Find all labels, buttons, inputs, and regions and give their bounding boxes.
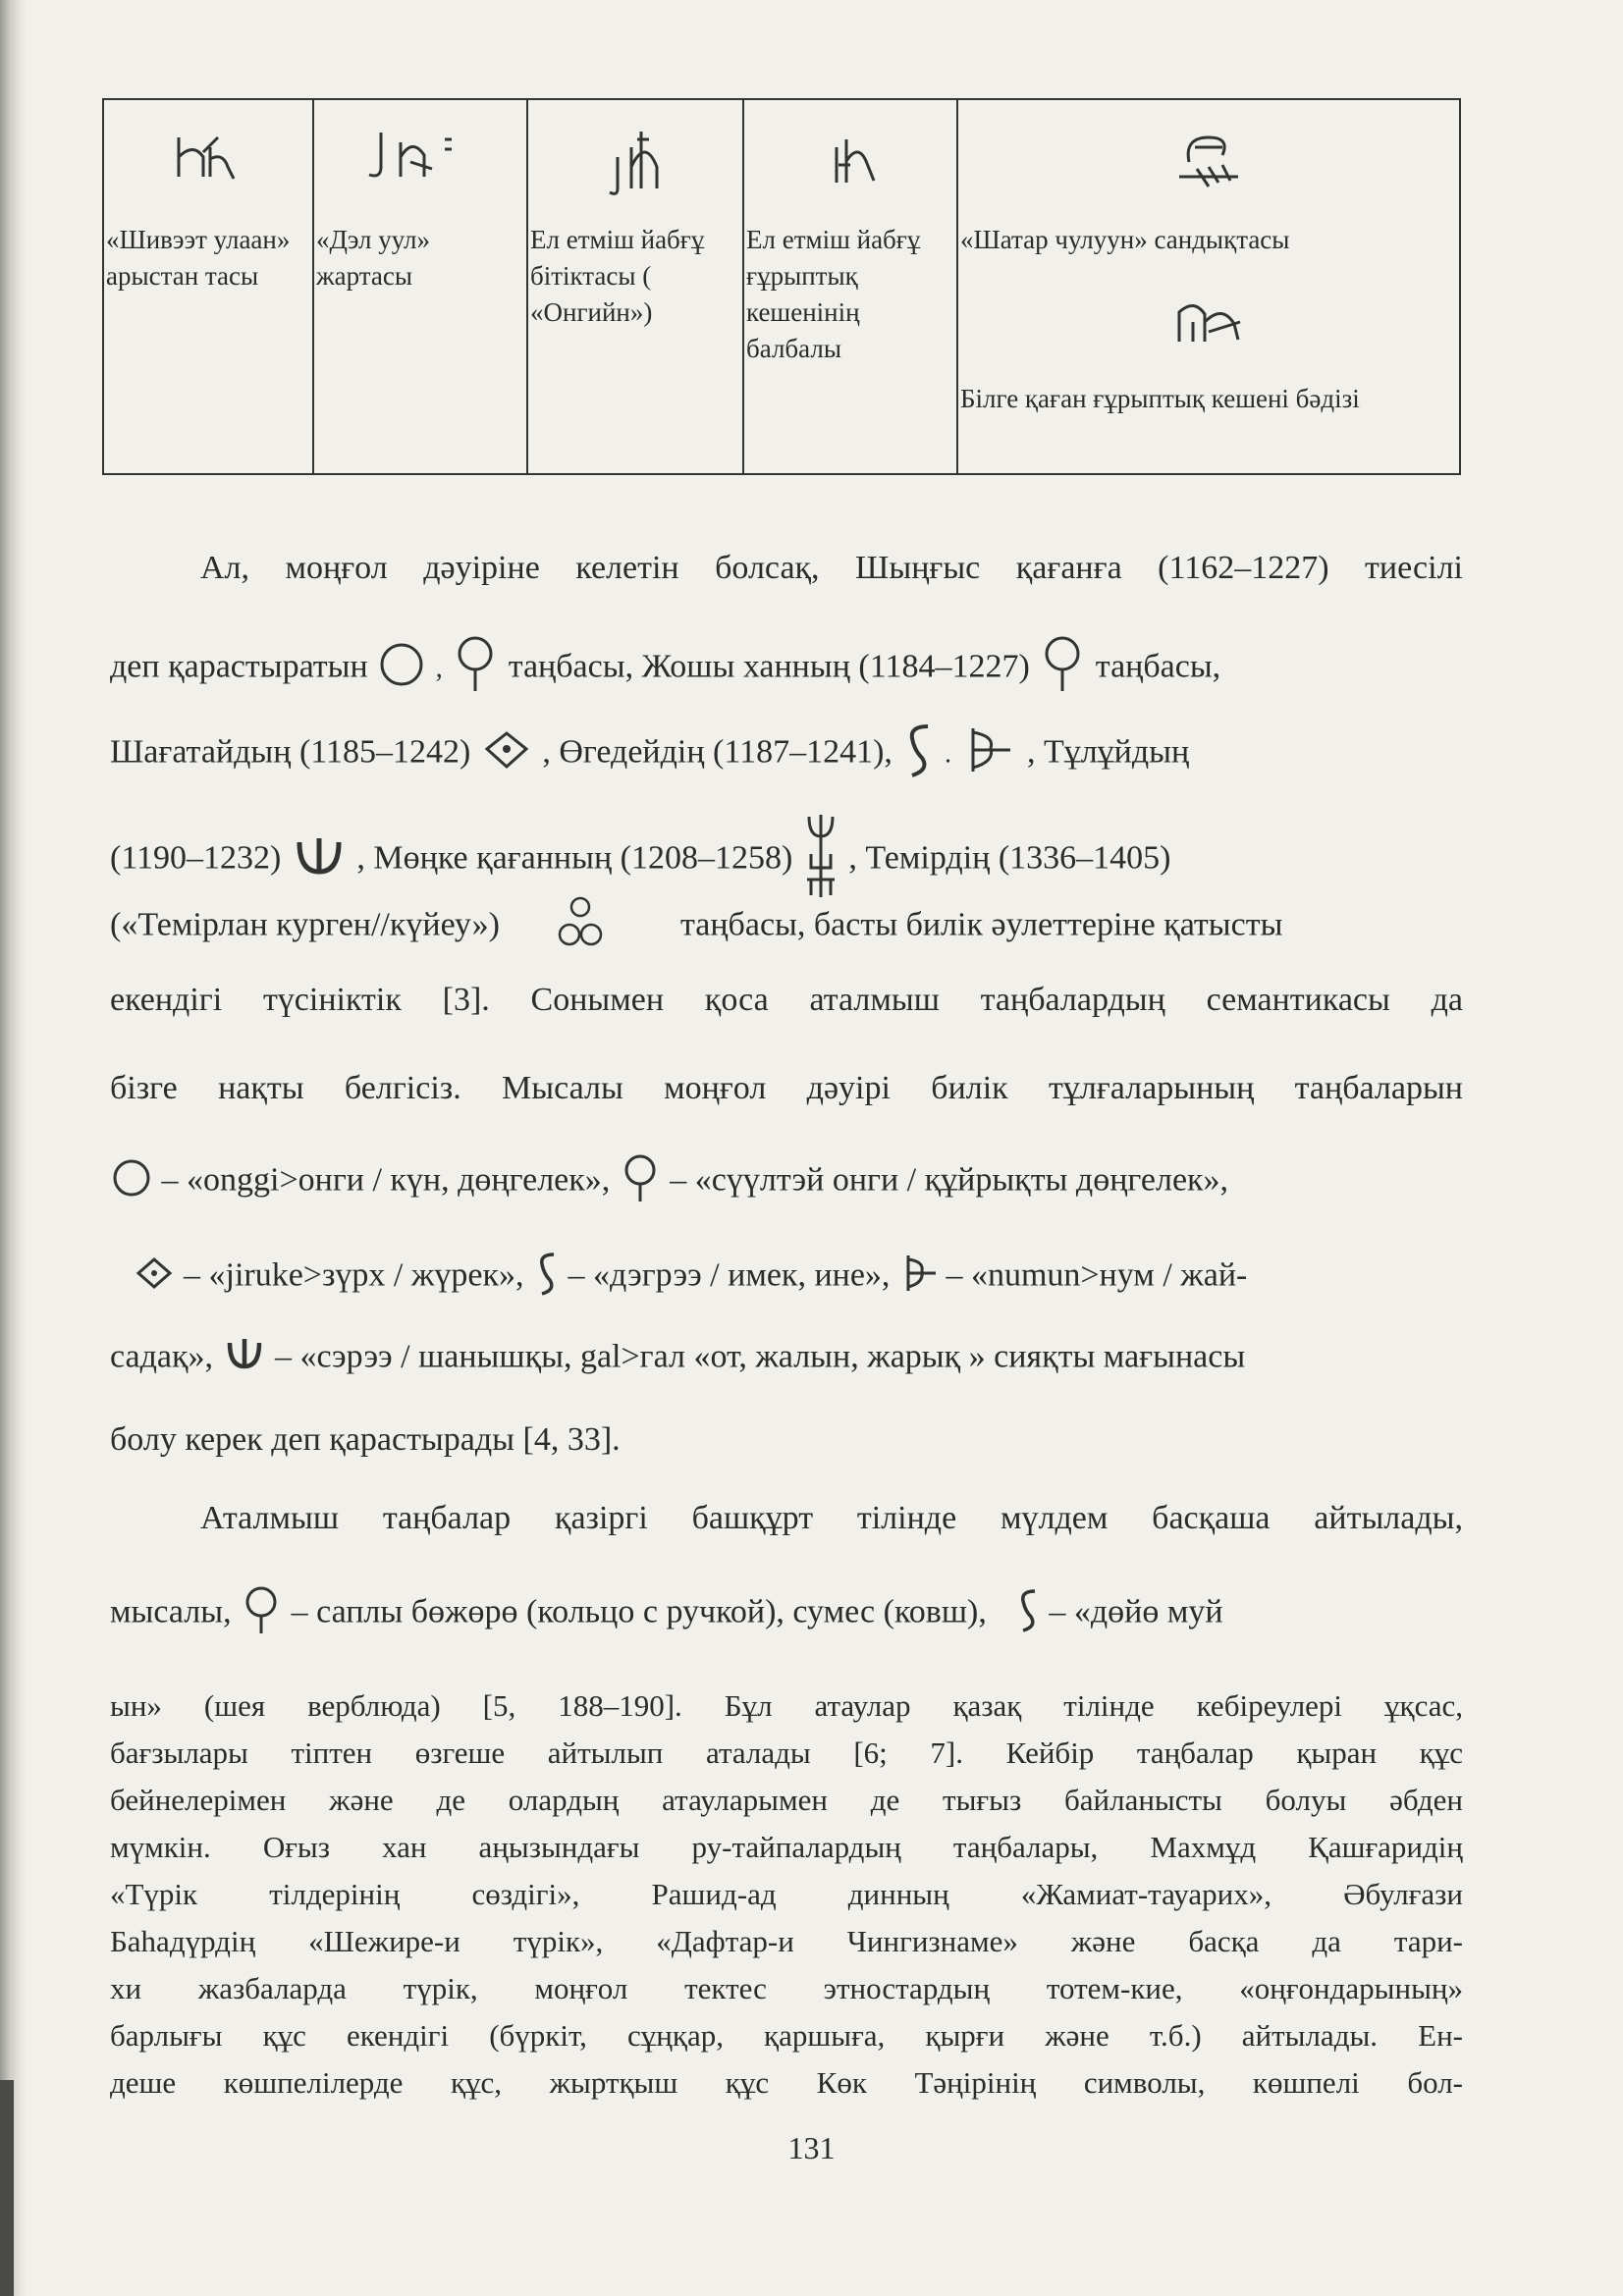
text-line: болу керек деп қарастырады [4, 33]. bbox=[110, 1421, 621, 1458]
bilge-qagan-tamga-icon bbox=[958, 293, 1459, 361]
text-line: деп қарастыратын , таңбасы, Жошы ханның (1184–1227) таңбасы, bbox=[110, 634, 1463, 704]
text-line: екендігі түсініктік [3]. Сонымен қоса аталмыш таңбалардың семантикасы да bbox=[110, 982, 1463, 1018]
text-span: таңбасы, Жошы ханның (1184–1227) bbox=[508, 648, 1030, 685]
table-cell bbox=[743, 99, 957, 474]
circle-with-stem-tamga-icon bbox=[451, 634, 500, 704]
text-span: – «дэгрээ / имек, ине», bbox=[568, 1256, 891, 1294]
hook-tamga-icon bbox=[532, 1249, 560, 1307]
text-line: Шағатайдың (1185–1242) , Өгедейдің (1187–1241), . , Тұлұйдың bbox=[110, 719, 1463, 790]
text-span: , Тұлұйдың bbox=[1026, 733, 1190, 771]
text-span: Шағатайдың (1185–1242) bbox=[110, 733, 471, 771]
text-line: Аталмыш таңбалар қазіргі башқұрт тілінде мүлдем басқаша айтылады, bbox=[200, 1500, 1463, 1536]
text-span: («Темірлан курген//күйеу») bbox=[110, 906, 500, 943]
circle-with-stem-tamga-icon bbox=[1038, 634, 1087, 704]
text-span: мысалы, bbox=[110, 1593, 232, 1630]
circle-tamga-icon bbox=[110, 1156, 153, 1208]
table-cell bbox=[527, 99, 743, 474]
table-row bbox=[103, 99, 1460, 474]
hook-tamga-icon bbox=[900, 719, 936, 790]
text-span: (1190–1232) bbox=[110, 839, 282, 877]
inscription-tamga-icon bbox=[528, 118, 742, 216]
table-cell-text: Ел етміш йабғұ ғұрыптық кешенінің балбалы bbox=[746, 225, 921, 363]
text-line bbox=[110, 1152, 1463, 1212]
balbal-tamga-icon bbox=[744, 118, 956, 216]
text-span: таңбасы, басты билік әулеттеріне қатысты bbox=[680, 906, 1283, 943]
text-line: бағзылары тіптен өзгеше айтылып аталады [6; 7]. Кейбір таңбалар қыран құс bbox=[110, 1735, 1463, 1770]
text-span: садақ», bbox=[110, 1338, 214, 1375]
text-line: бізге нақты белгісіз. Мысалы моңғол дәуірі билік тұлғаларының таңбаларын bbox=[110, 1070, 1463, 1106]
circle-with-stem-tamga-icon bbox=[619, 1152, 662, 1212]
text-span: – «сэрээ / шанышқы, gal>гал «от, жалын, жарық » сияқты мағынасы bbox=[275, 1338, 1246, 1375]
table-cell-text: Білге қаған ғұрыптық кешені бәдізі bbox=[960, 384, 1360, 413]
text-line: Баһадүрдің «Шежире-и түрік», «Дафтар-и Чингизнаме» және басқа да тари- bbox=[110, 1924, 1463, 1958]
heart-tamga-icon bbox=[479, 727, 534, 781]
text-line: «Түрік тілдерінің сөздігі», Рашид-ад динның «Жамиат-тауарих», Әбулғази bbox=[110, 1877, 1463, 1911]
text-span: – «сүүлтэй онги / құйрықты дөңгелек», bbox=[670, 1161, 1229, 1199]
text-line: деше көшпелілерде құс, жыртқыш құс Көк Тәңірінің символы, көшпелі бол- bbox=[110, 2065, 1463, 2100]
bow-arrow-tamga-icon bbox=[898, 1252, 938, 1304]
table-cell bbox=[103, 99, 313, 474]
three-circles-tamga-icon bbox=[556, 895, 605, 959]
circle-tamga-icon bbox=[376, 639, 427, 699]
table-cell-text: Ел етміш йабғұ бітіктасы ( «Онгийн») bbox=[530, 225, 705, 327]
text-span: деп қарастыратын bbox=[110, 648, 368, 685]
text-line: мүмкін. Оғыз хан аңызындағы ру-тайпалардың таңбалары, Махмұд Қашғаридің bbox=[110, 1830, 1463, 1864]
text-span: , Темірдің (1336–1405) bbox=[848, 839, 1171, 877]
text-line bbox=[110, 1584, 1463, 1644]
tamga-table bbox=[102, 98, 1461, 475]
text-line: хи жазбаларда түрік, моңғол тектес этностардың тотем-кие, «оңғондарының» bbox=[110, 1971, 1463, 2005]
text-line: ын» (шея верблюда) [5, 188–190]. Бұл атаулар қазақ тілінде кебіреулері ұқсас, bbox=[110, 1688, 1463, 1723]
heart-tamga-icon bbox=[133, 1254, 176, 1302]
chest-stone-tamga-icon bbox=[958, 118, 1459, 216]
text-span: – «numun>нум / жай- bbox=[946, 1256, 1248, 1294]
text-line bbox=[110, 1249, 1463, 1307]
trident-tamga-icon bbox=[290, 832, 349, 888]
scan-edge-shadow bbox=[0, 0, 26, 2296]
trident-tamga-icon bbox=[222, 1335, 267, 1383]
table-cell-text: «Шатар чулуун» сандықтасы bbox=[960, 225, 1290, 254]
table-cell-text: «Дэл уул» жартасы bbox=[316, 225, 431, 291]
text-span: таңбасы, bbox=[1095, 648, 1221, 685]
page-number: 131 bbox=[787, 2130, 836, 2165]
text-line bbox=[110, 1335, 1463, 1383]
text-line bbox=[110, 895, 1463, 959]
text-line: барлығы құс екендігі (бүркіт, сұңқар, қаршыға, қырғи және т.б.) айтылады. Ен- bbox=[110, 2018, 1463, 2053]
lion-stone-tamga-icon bbox=[104, 118, 312, 216]
bow-arrow-tamga-icon bbox=[959, 722, 1018, 786]
table-cell-text: «Шивээт улаан» арыстан тасы bbox=[106, 225, 291, 291]
rock-tamga-icon bbox=[314, 118, 526, 216]
text-line: бейнелерімен және де олардың атауларымен де тығыз байланысты болуы әбден bbox=[110, 1783, 1463, 1817]
text-span: – «jiruke>зүрх / жүрек», bbox=[184, 1256, 524, 1294]
text-span: – «дөйө муй bbox=[1049, 1593, 1223, 1630]
table-cell bbox=[313, 99, 527, 474]
text-span: – «onggi>онги / күн, дөңгелек», bbox=[161, 1161, 611, 1199]
text-span: – саплы бөжөрө (кольцо с ручкой), сумес (ковш), bbox=[291, 1593, 987, 1630]
circle-with-stem-tamga-icon bbox=[240, 1584, 283, 1644]
text-span: , Мөңке қағанның (1208–1258) bbox=[356, 839, 793, 877]
scan-edge-mark bbox=[0, 2080, 14, 2296]
hook-tamga-icon bbox=[1013, 1585, 1041, 1643]
table-cell bbox=[957, 99, 1460, 474]
text-span: , Өгедейдің (1187–1241), bbox=[542, 733, 893, 771]
text-line: Ал, моңғол дәуіріне келетін болсақ, Шыңғыс қағанға (1162–1227) тиесілі bbox=[200, 550, 1463, 586]
